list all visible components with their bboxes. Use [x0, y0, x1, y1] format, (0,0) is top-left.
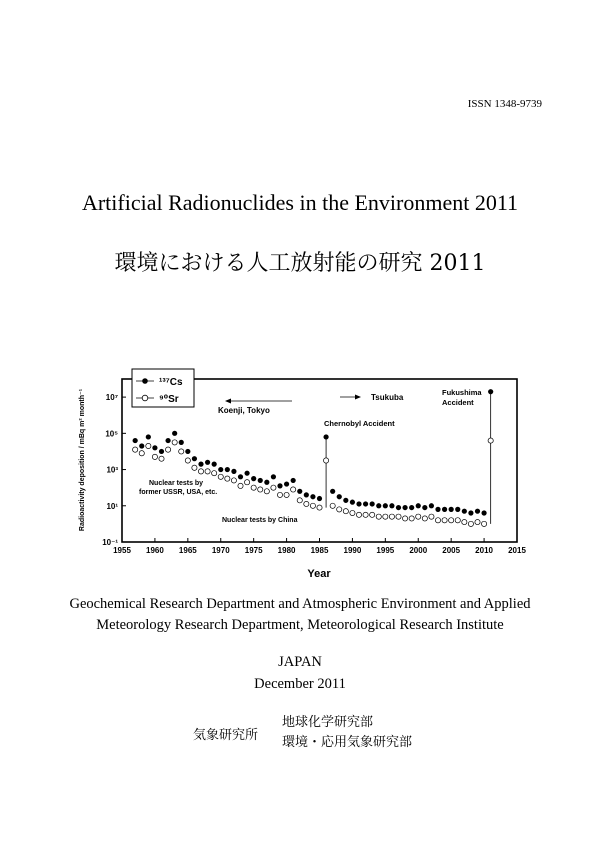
annotation-fukushima-1: Fukushima: [442, 388, 482, 397]
org-department-1: 地球化学研究部: [282, 715, 374, 730]
cs137-point: [205, 460, 210, 465]
annotation-nuclear-tests-2: former USSR, USA, etc.: [139, 489, 218, 496]
sr90-point: [323, 458, 328, 463]
cs137-point: [238, 474, 243, 479]
x-tick-label: 1975: [244, 546, 263, 555]
legend-cs-label: ¹³⁷Cs: [159, 377, 183, 388]
cs137-point: [284, 481, 289, 486]
sr90-point: [383, 514, 388, 519]
annotation-chernobyl: Chernobyl Accident: [324, 419, 395, 428]
koenji-arrowhead: [225, 399, 231, 404]
x-tick-label: 2015: [508, 546, 526, 555]
sr90-point: [488, 438, 493, 443]
cs137-point: [304, 492, 309, 497]
sr90-point: [172, 440, 177, 445]
cs137-point: [212, 462, 217, 467]
cs137-point: [172, 431, 177, 436]
x-tick-label: 1995: [376, 546, 395, 555]
org-departments-japanese: [282, 713, 412, 753]
deposition-chart: [70, 364, 530, 584]
sr90-point: [133, 447, 138, 452]
cs137-point: [146, 434, 151, 439]
x-tick-label: 2000: [409, 546, 428, 555]
sr90-point: [422, 516, 427, 521]
sr90-point: [370, 512, 375, 517]
sr90-point: [337, 507, 342, 512]
sr90-point: [304, 501, 309, 506]
sr90-point: [310, 503, 315, 508]
annotation-china: Nuclear tests by China: [222, 517, 298, 524]
title-japanese: 環境における人工放射能の研究 2011: [114, 251, 486, 276]
sr90-point: [165, 447, 170, 452]
x-tick-label: 1965: [178, 546, 197, 555]
sr90-point: [231, 478, 236, 483]
annotation-koenji: Koenji, Tokyo: [218, 406, 270, 415]
cs137-point: [185, 449, 190, 454]
cs137-point: [455, 507, 460, 512]
y-tick-label: 10¹: [106, 501, 118, 511]
cs137-point: [192, 456, 197, 461]
sr90-point: [251, 485, 256, 490]
x-tick-label: 1990: [343, 546, 362, 555]
x-axis-label: Year: [307, 568, 331, 580]
sr90-point: [350, 510, 355, 515]
sr90-point: [258, 487, 263, 492]
department-line-2: Meteorology Research Department, Meteorological Research Institute: [96, 617, 504, 633]
sr90-point: [402, 516, 407, 521]
org-department-2: 環境・応用気象研究部: [282, 735, 413, 750]
sr90-point: [416, 514, 421, 519]
cs137-point: [402, 505, 407, 510]
sr90-point: [264, 489, 269, 494]
legend-sr-marker: [142, 395, 148, 401]
cs137-point: [383, 503, 388, 508]
annotation-fukushima-2: Accident: [442, 398, 474, 407]
cs137-point: [396, 505, 401, 510]
sr90-point: [284, 492, 289, 497]
cs137-point: [251, 476, 256, 481]
sr90-point: [468, 521, 473, 526]
sr90-point: [179, 449, 184, 454]
cs137-point: [179, 440, 184, 445]
sr90-point: [317, 505, 322, 510]
sr90-point: [212, 471, 217, 476]
sr90-point: [435, 518, 440, 523]
sr90-point: [185, 458, 190, 463]
cs137-point: [442, 507, 447, 512]
cs137-point: [475, 509, 480, 514]
cs137-point: [133, 438, 138, 443]
cs137-point: [317, 496, 322, 501]
issn-number: ISSN 1348-9739: [467, 98, 542, 110]
cs137-point: [435, 507, 440, 512]
cs137-point: [330, 489, 335, 494]
cs137-point: [271, 474, 276, 479]
cs137-point: [231, 469, 236, 474]
cs137-point: [244, 471, 249, 476]
cs137-point: [409, 505, 414, 510]
sr90-point: [389, 514, 394, 519]
sr90-point: [475, 519, 480, 524]
cs137-point: [225, 467, 230, 472]
cs137-point: [343, 498, 348, 503]
cs137-point: [363, 501, 368, 506]
y-axis-label: Radioactivity deposition / mBq m² month⁻¹: [79, 388, 86, 532]
chart-legend: [132, 369, 194, 407]
cs137-point: [422, 505, 427, 510]
cs137-point: [291, 478, 296, 483]
x-tick-label: 1985: [310, 546, 329, 555]
sr90-point: [225, 476, 230, 481]
sr90-point: [442, 518, 447, 523]
cs137-point: [337, 494, 342, 499]
cs137-point: [323, 434, 328, 439]
x-tick-label: 1960: [146, 546, 164, 555]
sr90-point: [205, 469, 210, 474]
sr90-point: [198, 469, 203, 474]
y-tick-label: 10⁻¹: [102, 538, 118, 547]
sr90-point: [277, 492, 282, 497]
sr90-point: [481, 521, 486, 526]
x-tick-label: 2010: [475, 546, 493, 555]
sr90-point: [146, 443, 151, 448]
cs137-point: [389, 503, 394, 508]
cs137-point: [264, 480, 269, 485]
cs137-point: [159, 449, 164, 454]
cs137-point: [416, 503, 421, 508]
sr90-point: [192, 465, 197, 470]
x-tick-label: 1955: [113, 546, 131, 555]
sr90-point: [330, 503, 335, 508]
sr90-point: [271, 485, 276, 490]
x-tick-label: 1970: [211, 546, 230, 555]
x-tick-label: 1980: [277, 546, 296, 555]
cs137-point: [218, 467, 223, 472]
sr90-point: [376, 514, 381, 519]
sr90-point: [462, 519, 467, 524]
sr90-point: [291, 487, 296, 492]
annotation-tsukuba: Tsukuba: [371, 393, 404, 402]
cs137-point: [376, 503, 381, 508]
sr90-point: [244, 480, 249, 485]
sr90-point: [363, 512, 368, 517]
country: JAPAN: [278, 654, 322, 670]
y-tick-label: 10⁷: [105, 393, 118, 403]
cs137-point: [429, 503, 434, 508]
cs137-point: [370, 501, 375, 506]
title-english: Artificial Radionuclides in the Environment 2011: [81, 190, 519, 215]
department-line-1: Geochemical Research Department and Atmospheric Environment and Applied: [69, 596, 531, 612]
sr90-point: [343, 509, 348, 514]
cs137-point: [139, 443, 144, 448]
sr90-point: [429, 514, 434, 519]
cs137-point: [198, 462, 203, 467]
cs137-point: [449, 507, 454, 512]
sr90-point: [396, 514, 401, 519]
cs137-point: [165, 438, 170, 443]
cs137-point: [462, 509, 467, 514]
sr90-point: [139, 451, 144, 456]
cs137-point: [481, 510, 486, 515]
legend-sr-label: ⁹⁰Sr: [159, 394, 179, 405]
org-name-japanese: 気象研究所: [193, 728, 259, 743]
sr90-point: [218, 474, 223, 479]
department-block: [0, 594, 600, 636]
sr90-point: [238, 483, 243, 488]
sr90-point: [409, 516, 414, 521]
cs137-point: [350, 500, 355, 505]
cs137-point: [488, 389, 493, 394]
cs137-point: [468, 510, 473, 515]
cs137-point: [277, 483, 282, 488]
tsukuba-arrowhead: [355, 395, 361, 400]
cs137-point: [258, 478, 263, 483]
cs137-point: [297, 489, 302, 494]
x-tick-label: 2005: [442, 546, 461, 555]
sr90-point: [455, 518, 460, 523]
publication-date: December 2011: [254, 676, 346, 692]
y-tick-label: 10⁵: [105, 429, 118, 439]
cs137-point: [310, 494, 315, 499]
sr90-point: [297, 498, 302, 503]
sr90-point: [356, 512, 361, 517]
y-tick-label: 10³: [106, 465, 118, 475]
sr90-point: [159, 456, 164, 461]
legend-cs-marker: [142, 378, 148, 384]
annotation-nuclear-tests-1: Nuclear tests by: [149, 480, 204, 487]
cs137-point: [152, 445, 157, 450]
cs137-point: [356, 501, 361, 506]
sr90-point: [152, 454, 157, 459]
sr90-point: [449, 518, 454, 523]
